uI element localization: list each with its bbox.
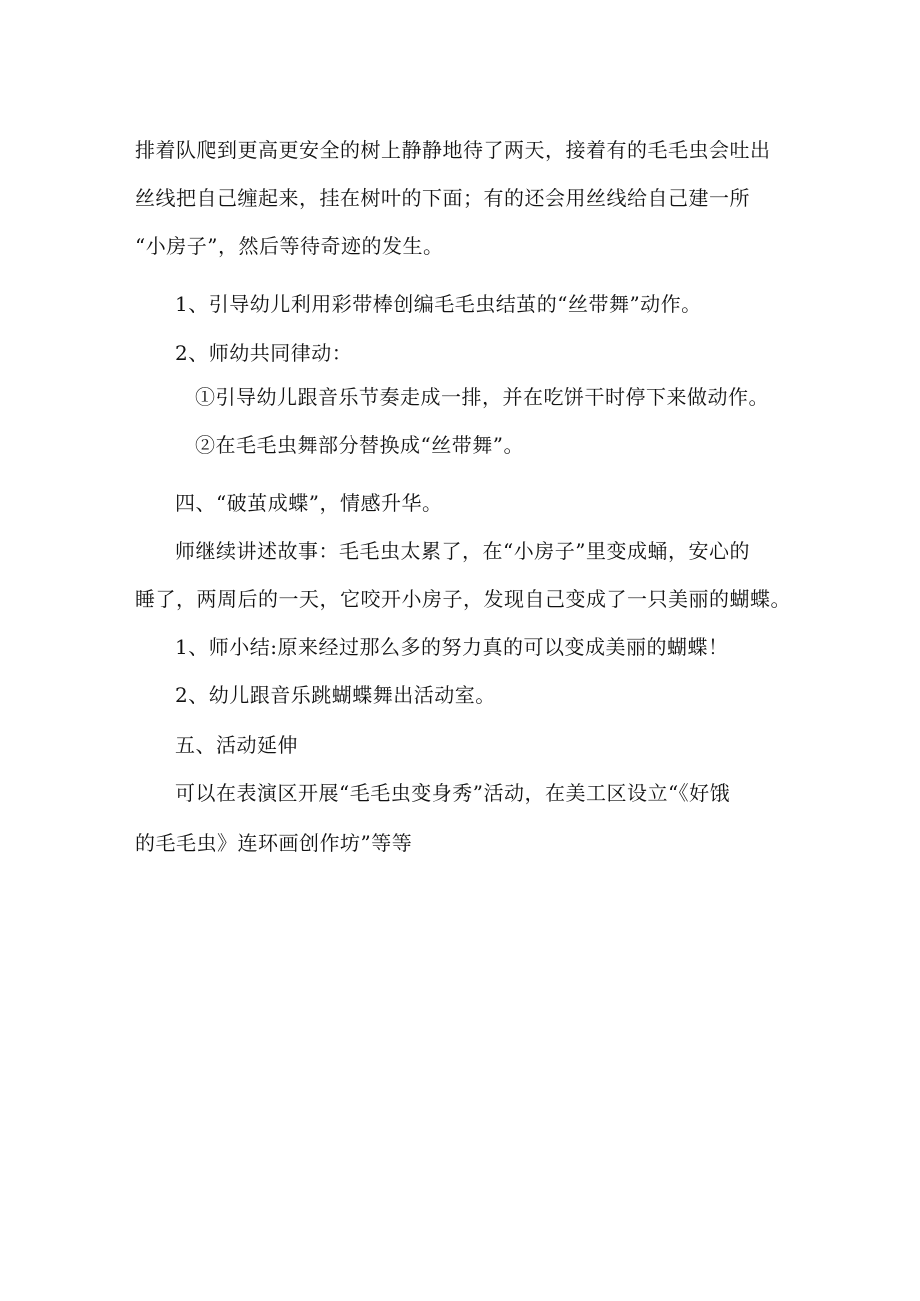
paragraph-line: 的毛毛虫》连环画创作坊”等等 (135, 831, 413, 855)
section-heading: 五、活动延伸 (175, 733, 298, 757)
list-item: 2、幼儿跟音乐跳蝴蝶舞出活动室。 (175, 683, 496, 707)
paragraph-line: 可以在表演区开展“毛毛虫变身秀”活动，在美工区设立“《好饿 (175, 781, 731, 805)
list-item: 2、师幼共同律动： (175, 341, 353, 365)
list-item: 1、师小结:原来经过那么多的努力真的可以变成美丽的蝴蝶！ (175, 635, 729, 659)
list-item: 1、引导幼儿利用彩带棒创编毛毛虫结茧的“丝带舞”动作。 (175, 292, 702, 316)
section-heading: 四、“破茧成蝶”，情感升华。 (175, 491, 443, 515)
paragraph-line: 丝线把自己缠起来，挂在树叶的下面；有的还会用丝线给自己建一所 (135, 186, 750, 210)
paragraph-line: 师继续讲述故事：毛毛虫太累了，在“小房子”里变成蛹，安心的 (175, 539, 750, 563)
sub-list-item: ②在毛毛虫舞部分替换成“丝带舞”。 (195, 433, 524, 457)
paragraph-line: “小房子”，然后等待奇迹的发生。 (135, 234, 444, 258)
sub-list-item: ①引导幼儿跟音乐节奏走成一排，并在吃饼干时停下来做动作。 (195, 385, 769, 409)
paragraph-line: 睡了，两周后的一天，它咬开小房子，发现自己变成了一只美丽的蝴蝶。 (135, 587, 791, 611)
paragraph-line: 排着队爬到更高更安全的树上静静地待了两天，接着有的毛毛虫会吐出 (135, 138, 771, 162)
